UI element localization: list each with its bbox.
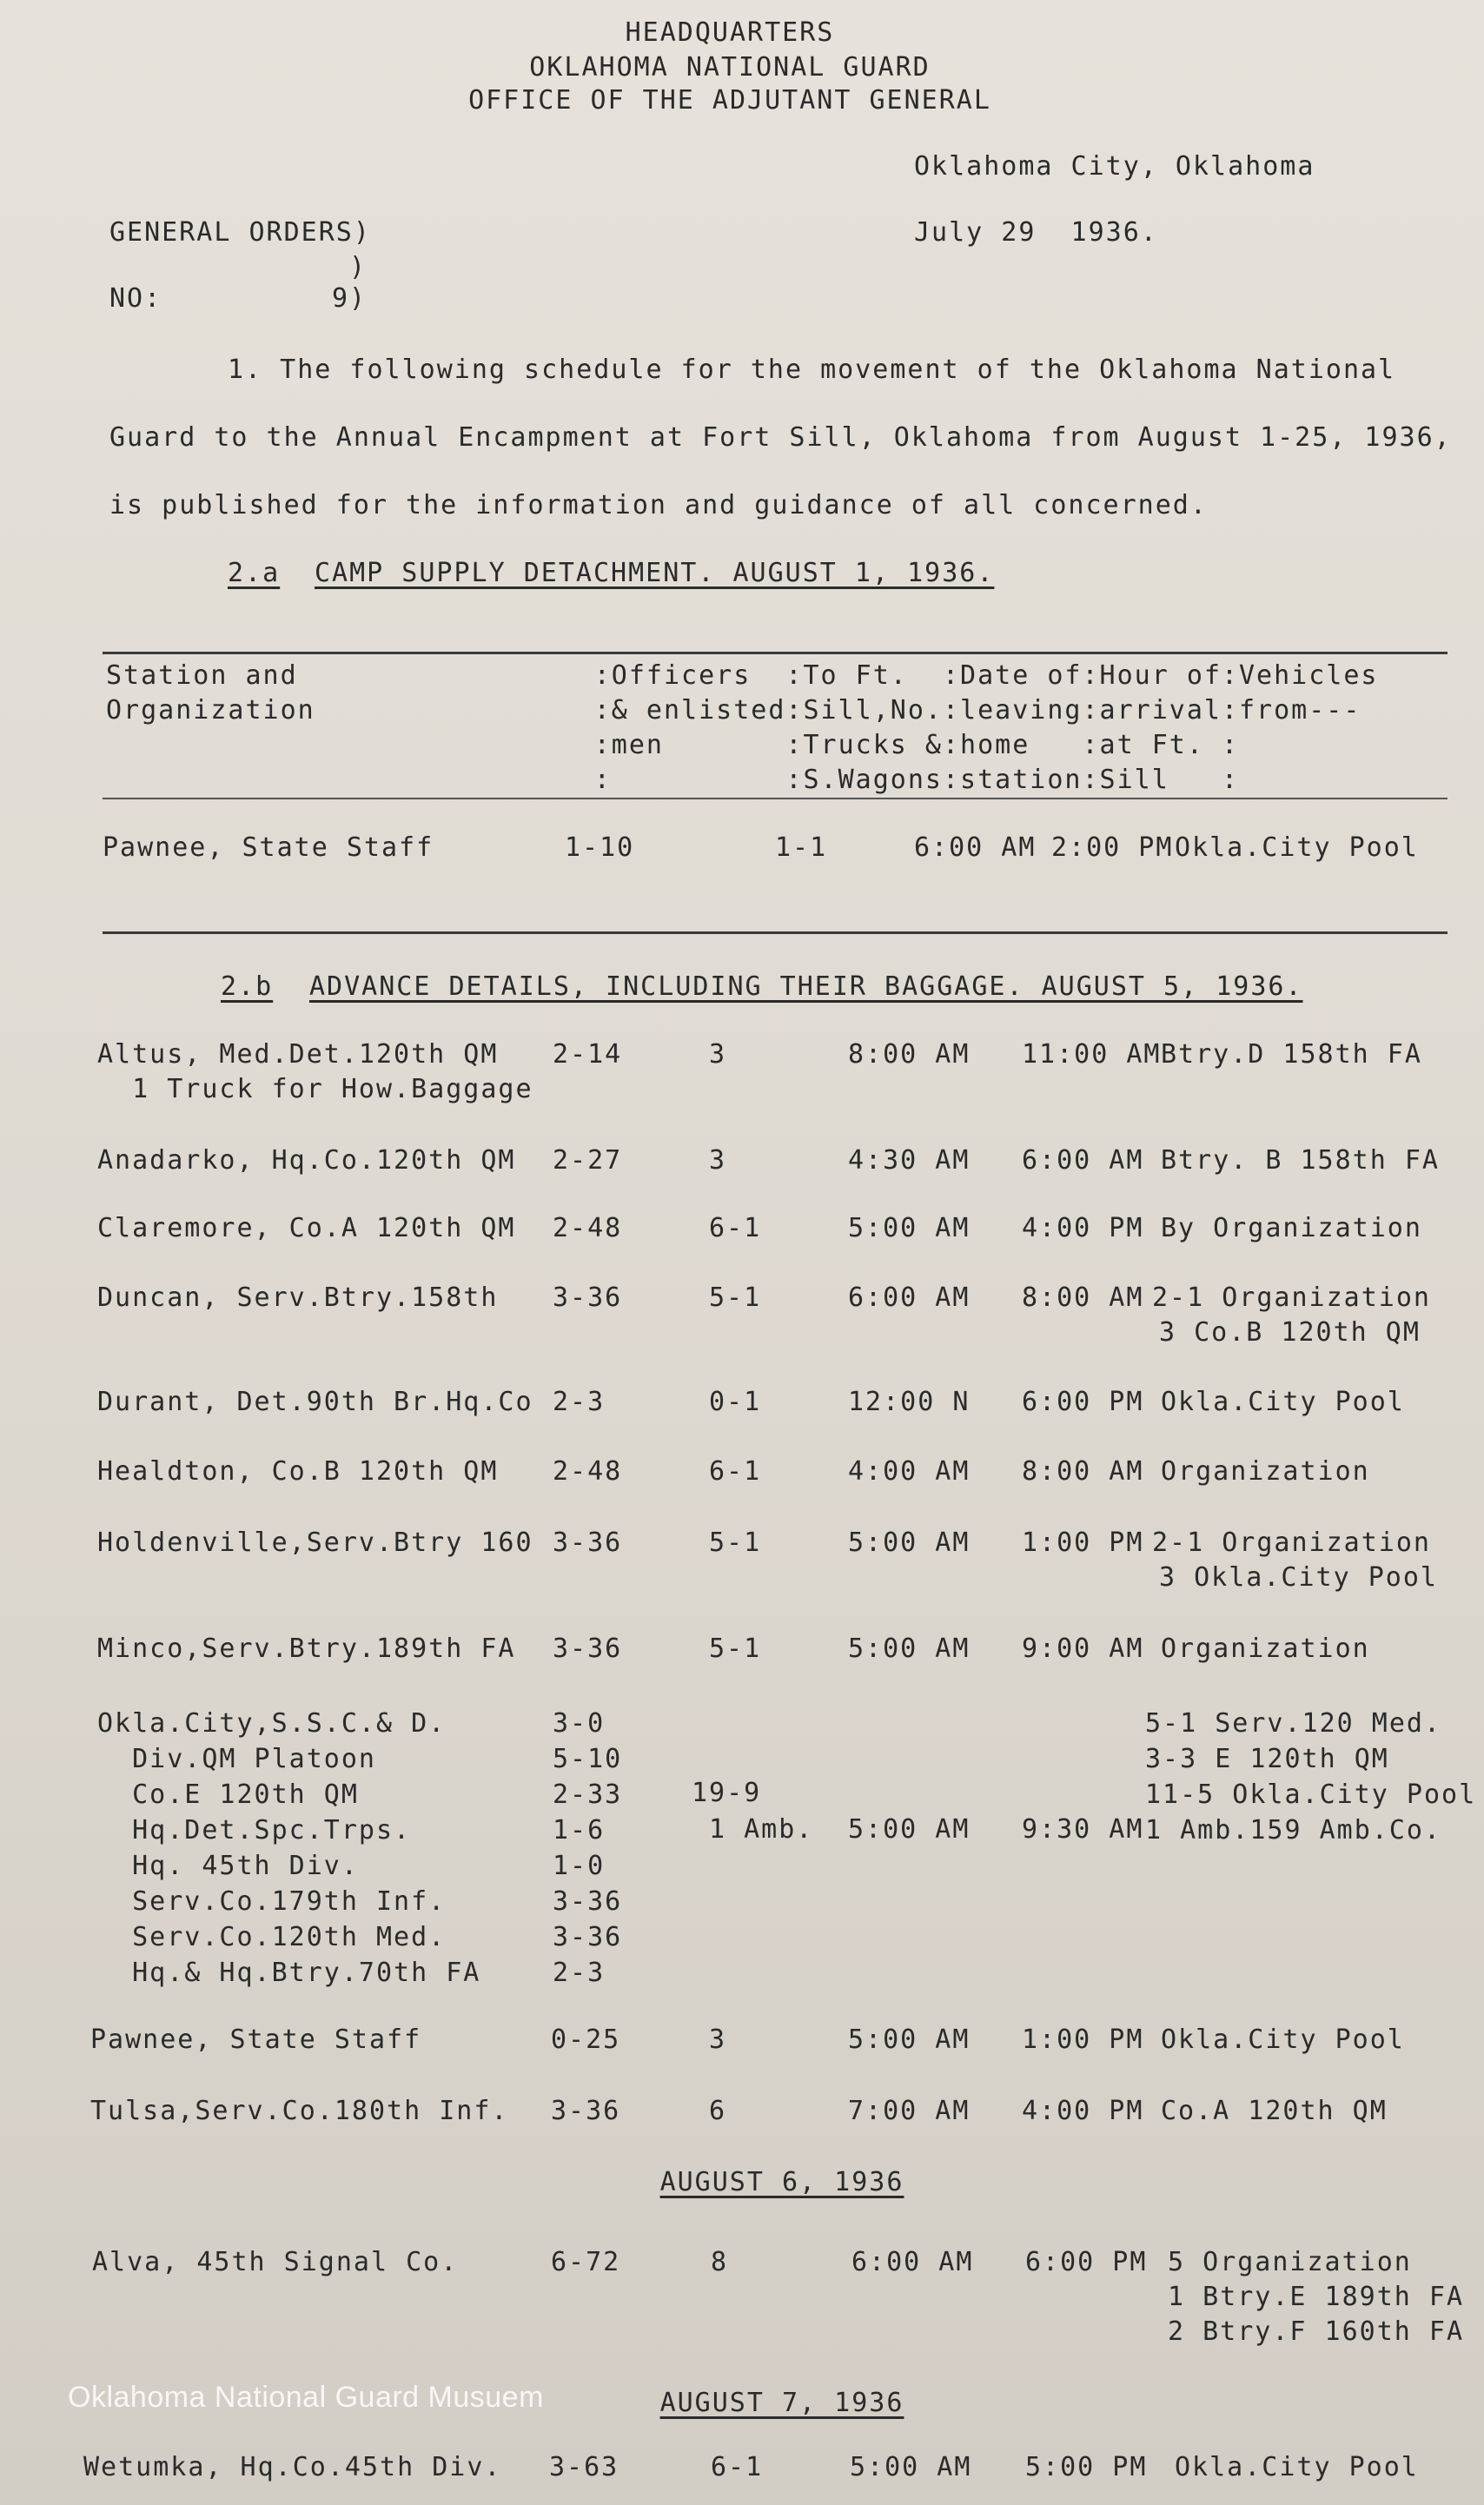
table-header-line-3: :men :Trucks &:home :at Ft. : bbox=[106, 730, 1239, 760]
row-arrive: 8:00 AM bbox=[1022, 1456, 1144, 1487]
okla-vehicles: 3-3 E 120th QM bbox=[1145, 1744, 1389, 1774]
row-leave: 7:00 AM bbox=[848, 2096, 971, 2126]
row-men: 6-72 bbox=[551, 2247, 621, 2277]
row-leave: 6:00 AM bbox=[851, 2247, 974, 2277]
row-men: 2-14 bbox=[553, 1039, 623, 1070]
row-leave: 6:00 AM bbox=[914, 832, 1037, 863]
row-station: Pawnee, State Staff bbox=[90, 2025, 422, 2055]
row-station-sub: 1 Truck for How.Baggage bbox=[97, 1074, 533, 1104]
table-bottom-rule bbox=[103, 931, 1448, 934]
row-vehicles: 5 Organization bbox=[1168, 2247, 1412, 2277]
row-men: 3-36 bbox=[553, 1282, 623, 1313]
row-station: Minco,Serv.Btry.189th FA bbox=[97, 1634, 516, 1664]
row-leave: 12:00 N bbox=[848, 1387, 971, 1417]
row-vehicles: Okla.City Pool bbox=[1161, 1387, 1405, 1417]
row-station: Claremore, Co.A 120th QM bbox=[97, 1213, 516, 1243]
august-6-heading: AUGUST 6, 1936 bbox=[659, 2167, 904, 2197]
row-station: Holdenville,Serv.Btry 160 bbox=[97, 1528, 533, 1558]
row-men: 2-48 bbox=[553, 1213, 623, 1243]
row-leave: 4:00 AM bbox=[848, 1456, 971, 1487]
row-leave: 8:00 AM bbox=[848, 1039, 971, 1070]
orders-paren: ) bbox=[349, 252, 368, 282]
row-vehicles-3: 2 Btry.F 160th FA bbox=[1168, 2316, 1465, 2347]
row-arrive: 8:00 AM bbox=[1022, 1282, 1144, 1313]
row-vehicles: Btry. B 158th FA bbox=[1161, 1145, 1440, 1176]
row-vehicles: Btry.D 158th FA bbox=[1161, 1039, 1422, 1070]
row-men: 2-27 bbox=[553, 1145, 623, 1176]
table-header-line-1: Station and :Officers :To Ft. :Date of:Hour of:Vehicles bbox=[106, 660, 1379, 691]
okla-unit: Hq. 45th Div. bbox=[97, 1851, 359, 1881]
header-city: Oklahoma City, Oklahoma bbox=[914, 151, 1315, 182]
row-arrive: 6:00 PM bbox=[1025, 2247, 1148, 2277]
section-b-number: 2.b bbox=[221, 971, 274, 1002]
header-line-1: HEADQUARTERS bbox=[625, 17, 835, 48]
row-vehicles: Okla.City Pool bbox=[1175, 832, 1419, 863]
row-leave: 4:30 AM bbox=[848, 1145, 971, 1176]
row-station: Alva, 45th Signal Co. bbox=[92, 2247, 459, 2277]
row-arrive: 1:00 PM bbox=[1022, 2025, 1144, 2055]
okla-men: 1-6 bbox=[553, 1815, 606, 1846]
row-arrive: 1:00 PM bbox=[1022, 1528, 1144, 1558]
okla-vehicles: 5-1 Serv.120 Med. bbox=[1145, 1708, 1442, 1739]
okla-men: 2-33 bbox=[553, 1779, 623, 1810]
row-vehicles-2: 1 Btry.E 189th FA bbox=[1168, 2282, 1465, 2312]
row-leave: 5:00 AM bbox=[848, 1634, 971, 1664]
row-leave: 6:00 AM bbox=[848, 1282, 971, 1313]
row-men: 3-36 bbox=[553, 1528, 623, 1558]
section-a-title: CAMP SUPPLY DETACHMENT. AUGUST 1, 1936. bbox=[315, 558, 995, 588]
row-trucks: 6 bbox=[709, 2096, 727, 2126]
row-station: Durant, Det.90th Br.Hq.Co bbox=[97, 1387, 533, 1417]
row-arrive: 11:00 AM bbox=[1022, 1039, 1162, 1070]
row-trucks: 5-1 bbox=[709, 1282, 762, 1313]
okla-arrive: 9:30 AM bbox=[1022, 1814, 1144, 1845]
okla-men: 1-0 bbox=[553, 1851, 606, 1881]
row-vehicles: 2-1 Organization bbox=[1152, 1528, 1431, 1558]
okla-men: 3-36 bbox=[553, 1886, 623, 1917]
order-number: 9) bbox=[332, 283, 368, 314]
okla-leave: 5:00 AM bbox=[848, 1814, 971, 1845]
row-men: 3-36 bbox=[553, 1634, 623, 1664]
row-trucks: 8 bbox=[711, 2247, 729, 2277]
row-vehicles: Organization bbox=[1161, 1456, 1370, 1487]
row-arrive: 6:00 AM bbox=[1022, 1145, 1144, 1176]
okla-men: 3-0 bbox=[553, 1708, 606, 1739]
okla-vehicles: 11-5 Okla.City Pool bbox=[1145, 1779, 1477, 1810]
row-station: Healdton, Co.B 120th QM bbox=[97, 1456, 499, 1487]
row-arrive: 2:00 PM bbox=[1051, 832, 1174, 863]
row-trucks: 6-1 bbox=[709, 1456, 762, 1487]
row-arrive: 5:00 PM bbox=[1025, 2452, 1148, 2482]
row-station: Pawnee, State Staff bbox=[103, 832, 434, 863]
okla-unit: Hq.Det.Spc.Trps. bbox=[97, 1815, 412, 1846]
order-number-label: NO: bbox=[109, 283, 162, 314]
row-leave: 5:00 AM bbox=[848, 1528, 971, 1558]
row-leave: 5:00 AM bbox=[848, 2025, 971, 2055]
okla-unit: Serv.Co.120th Med. bbox=[97, 1922, 447, 1952]
okla-trucks-amb: 1 Amb. bbox=[709, 1814, 814, 1845]
order-date: July 29 1936. bbox=[914, 217, 1158, 248]
header-line-3: OFFICE OF THE ADJUTANT GENERAL bbox=[468, 85, 991, 116]
row-vehicles: Okla.City Pool bbox=[1161, 2025, 1405, 2055]
okla-trucks: 19-9 bbox=[692, 1778, 762, 1808]
okla-men: 3-36 bbox=[553, 1922, 623, 1952]
para1-line-1: 1. The following schedule for the movement of the Oklahoma National bbox=[228, 355, 1396, 385]
okla-men: 5-10 bbox=[553, 1744, 623, 1774]
row-station: Anadarko, Hq.Co.120th QM bbox=[97, 1145, 516, 1176]
table-header-rule bbox=[103, 798, 1448, 799]
row-arrive: 9:00 AM bbox=[1022, 1634, 1144, 1664]
okla-unit: Co.E 120th QM bbox=[97, 1779, 359, 1810]
row-arrive: 4:00 PM bbox=[1022, 1213, 1144, 1243]
row-vehicles: Organization bbox=[1161, 1634, 1370, 1664]
row-station: Tulsa,Serv.Co.180th Inf. bbox=[90, 2096, 509, 2126]
row-men: 0-25 bbox=[551, 2025, 621, 2055]
august-7-heading: AUGUST 7, 1936 bbox=[659, 2388, 904, 2418]
row-trucks: 5-1 bbox=[709, 1634, 762, 1664]
para1-line-2: Guard to the Annual Encampment at Fort Sill, Oklahoma from August 1-25, 1936, bbox=[109, 422, 1452, 453]
row-trucks: 0-1 bbox=[709, 1387, 762, 1417]
row-station: Wetumka, Hq.Co.45th Div. bbox=[83, 2452, 502, 2482]
row-vehicles: By Organization bbox=[1161, 1213, 1422, 1243]
row-leave: 5:00 AM bbox=[850, 2452, 972, 2482]
museum-watermark: Oklahoma National Guard Musuem bbox=[68, 2381, 544, 2414]
row-arrive: 4:00 PM bbox=[1022, 2096, 1144, 2126]
table-header-line-4: : :S.Wagons:station:Sill : bbox=[106, 765, 1239, 795]
row-vehicles-2: 3 Okla.City Pool bbox=[1159, 1562, 1438, 1593]
section-b-title: ADVANCE DETAILS, INCLUDING THEIR BAGGAGE. AUGUST 5, 1936. bbox=[309, 971, 1303, 1002]
row-men: 2-3 bbox=[553, 1387, 606, 1417]
section-a-number: 2.a bbox=[228, 558, 281, 588]
okla-unit: Hq.& Hq.Btry.70th FA bbox=[97, 1958, 481, 1988]
row-station: Altus, Med.Det.120th QM bbox=[97, 1039, 499, 1070]
row-vehicles: 2-1 Organization bbox=[1152, 1282, 1431, 1313]
row-trucks: 6-1 bbox=[711, 2452, 764, 2482]
header-line-2: OKLAHOMA NATIONAL GUARD bbox=[529, 52, 931, 83]
row-arrive: 6:00 PM bbox=[1022, 1387, 1144, 1417]
row-men: 1-10 bbox=[565, 832, 635, 863]
row-trucks: 6-1 bbox=[709, 1213, 762, 1243]
row-trucks: 5-1 bbox=[709, 1528, 762, 1558]
row-vehicles: Okla.City Pool bbox=[1175, 2452, 1419, 2482]
okla-unit: Serv.Co.179th Inf. bbox=[97, 1886, 447, 1917]
row-men: 3-36 bbox=[551, 2096, 621, 2126]
okla-unit: Div.QM Platoon bbox=[97, 1744, 376, 1774]
row-men: 3-63 bbox=[549, 2452, 619, 2482]
table-top-rule bbox=[103, 652, 1448, 654]
table-header-line-2: Organization :& enlisted:Sill,No.:leaving:arrival:from--- bbox=[106, 695, 1361, 726]
okla-unit: Okla.City,S.S.C.& D. bbox=[97, 1708, 447, 1739]
general-orders-label: GENERAL ORDERS) bbox=[109, 217, 371, 248]
row-trucks: 3 bbox=[709, 1145, 727, 1176]
row-vehicles: Co.A 120th QM bbox=[1161, 2096, 1388, 2126]
okla-vehicles: 1 Amb.159 Amb.Co. bbox=[1145, 1815, 1442, 1846]
row-men: 2-48 bbox=[553, 1456, 623, 1487]
row-leave: 5:00 AM bbox=[848, 1213, 971, 1243]
row-trucks: 3 bbox=[709, 1039, 727, 1070]
okla-men: 2-3 bbox=[553, 1958, 606, 1988]
row-vehicles-2: 3 Co.B 120th QM bbox=[1159, 1317, 1421, 1348]
para1-line-3: is published for the information and guidance of all concerned. bbox=[109, 490, 1208, 520]
row-trucks: 3 bbox=[709, 2025, 727, 2055]
row-trucks: 1-1 bbox=[775, 832, 828, 863]
row-station: Duncan, Serv.Btry.158th bbox=[97, 1282, 499, 1313]
